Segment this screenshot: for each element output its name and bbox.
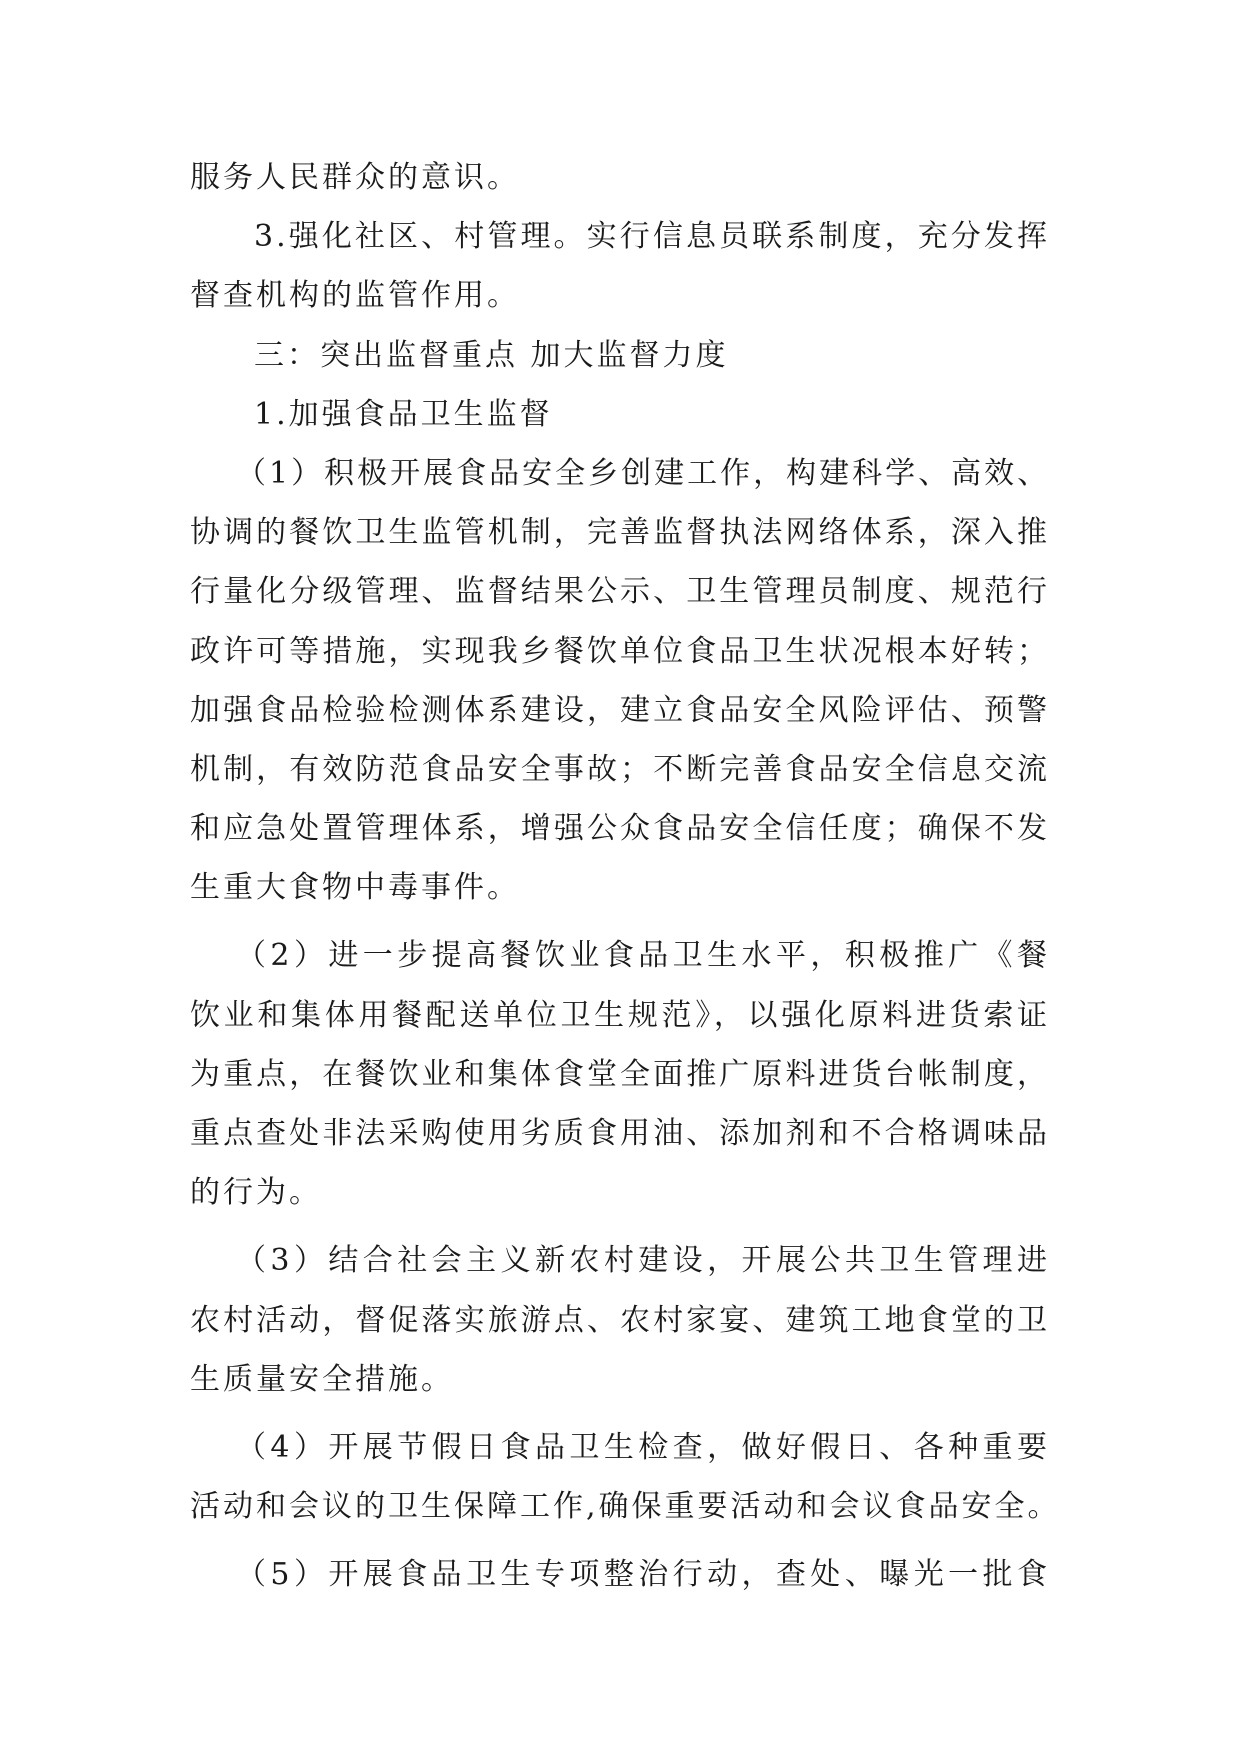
text-line: 行量化分级管理、监督结果公示、卫生管理员制度、规范行 bbox=[190, 574, 1050, 610]
text-line: 生质量安全措施。 bbox=[190, 1361, 454, 1397]
paragraph-gap bbox=[190, 917, 1050, 926]
text-line: 生重大食物中毒事件。 bbox=[190, 870, 520, 906]
text-line: （5）开展食品卫生专项整治行动，查处、曝光一批食 bbox=[236, 1557, 1050, 1593]
text-line: 农村活动，督促落实旅游点、农村家宴、建筑工地食堂的卫 bbox=[190, 1302, 1050, 1338]
text-line: 1.加强食品卫生监督 bbox=[254, 396, 553, 432]
text-line: 机制，有效防范食品安全事故；不断完善食品安全信息交流 bbox=[190, 751, 1050, 787]
text-line: 活动和会议的卫生保障工作,确保重要活动和会议食品安全。 bbox=[190, 1489, 1061, 1525]
text-line: 政许可等措施，实现我乡餐饮单位食品卫生状况根本好转； bbox=[190, 633, 1050, 669]
paragraph-p-item-2 bbox=[190, 926, 1050, 1222]
text-line: 重点查处非法采购使用劣质食用油、添加剂和不合格调味品 bbox=[190, 1116, 1050, 1151]
paragraph-gap bbox=[190, 1536, 1050, 1545]
paragraph-gap bbox=[190, 1409, 1050, 1418]
text-line: 的行为。 bbox=[190, 1175, 322, 1211]
text-line: 协调的餐饮卫生监管机制，完善监督执法网络体系，深入推 bbox=[190, 515, 1050, 551]
paragraph-p-section-3 bbox=[190, 326, 1050, 385]
text-line: （1）积极开展食品安全乡创建工作，构建科学、高效、 bbox=[236, 455, 1051, 491]
paragraph-gap bbox=[190, 1222, 1050, 1231]
paragraph-p-1 bbox=[190, 385, 1050, 444]
paragraph-p-item-3 bbox=[190, 1231, 1050, 1409]
paragraph-p-item-4 bbox=[190, 1418, 1061, 1536]
text-line: 和应急处置管理体系，增强公众食品安全信任度；确保不发 bbox=[190, 811, 1050, 847]
text-line: 三：突出监督重点 加大监督力度 bbox=[254, 337, 729, 373]
paragraph-p-3 bbox=[190, 207, 1050, 325]
text-line: （4）开展节假日食品卫生检查，做好假日、各种重要 bbox=[236, 1429, 1050, 1465]
text-line: 3.强化社区、村管理。实行信息员联系制度，充分发挥 bbox=[254, 219, 1050, 255]
text-line: 为重点，在餐饮业和集体食堂全面推广原料进货台帐制度， bbox=[190, 1056, 1050, 1092]
text-line: （3）结合社会主义新农村建设，开展公共卫生管理进 bbox=[236, 1243, 1050, 1279]
paragraph-p-item-1 bbox=[190, 444, 1050, 918]
text-line: 饮业和集体用餐配送单位卫生规范》，以强化原料进货索证 bbox=[190, 997, 1050, 1033]
text-line: 督查机构的监管作用。 bbox=[190, 278, 520, 314]
paragraph-p-item-5 bbox=[190, 1545, 1050, 1604]
text-line: 服务人民群众的意识。 bbox=[190, 160, 520, 195]
text-line: （2）进一步提高餐饮业食品卫生水平，积极推广《餐 bbox=[236, 938, 1050, 974]
document-body bbox=[190, 148, 1061, 1605]
paragraph-p-service bbox=[190, 148, 1050, 207]
text-line: 加强食品检验检测体系建设，建立食品安全风险评估、预警 bbox=[190, 692, 1050, 728]
